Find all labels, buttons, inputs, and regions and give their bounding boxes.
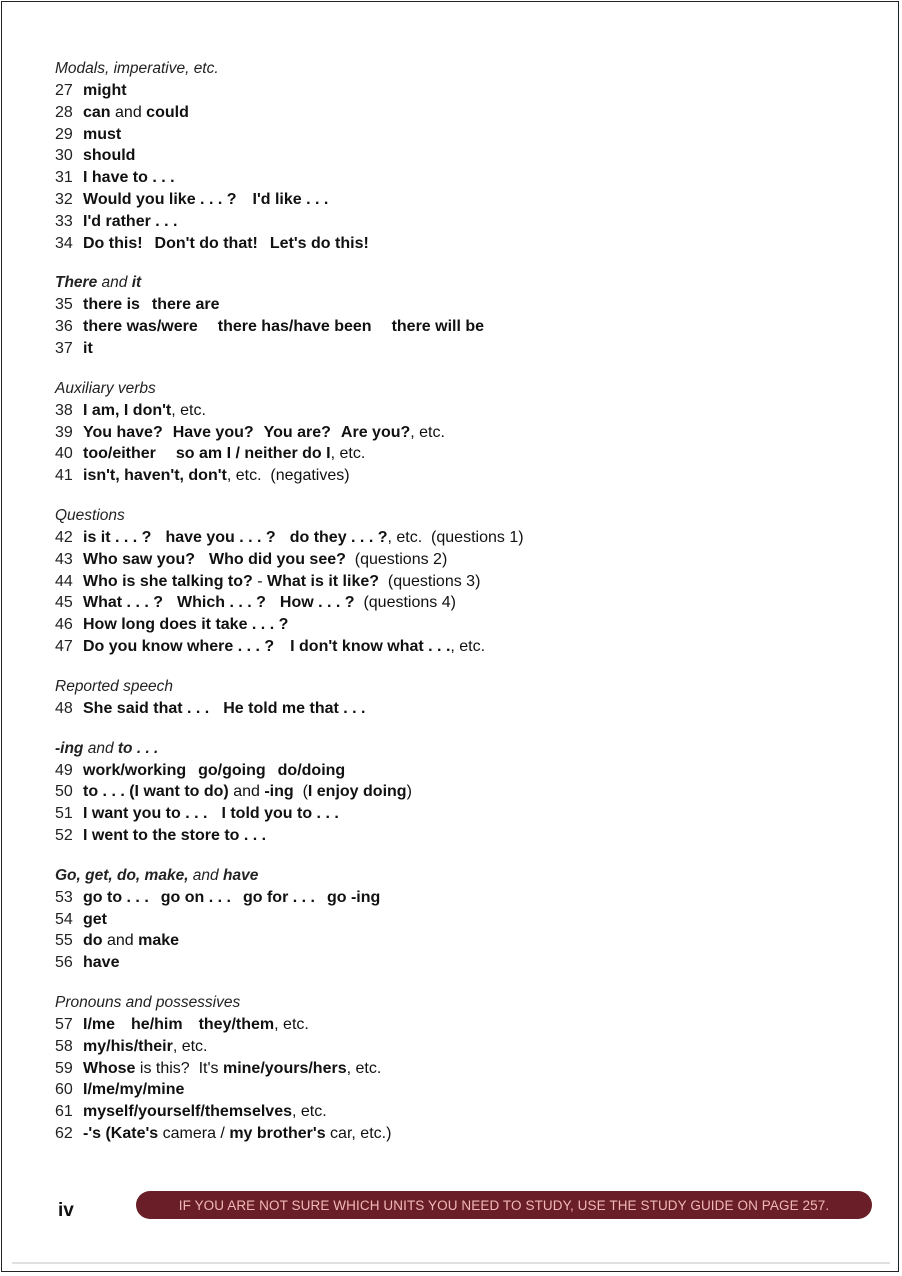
unit-keyword: Who did you see?	[209, 550, 346, 568]
unit-title	[83, 1079, 184, 1101]
unit-keyword: I went to the store to . . .	[83, 826, 267, 844]
unit-keyword: You are?	[263, 423, 331, 441]
unit-title	[83, 1058, 381, 1080]
section-heading	[55, 738, 855, 760]
unit-number: 27	[55, 82, 73, 99]
unit-title	[83, 781, 412, 803]
unit-keyword: go for . . .	[242, 888, 315, 906]
section-heading-part: Reported speech	[55, 677, 174, 695]
unit-keyword: Do you know where . . . ?	[83, 637, 275, 655]
unit-entry[interactable]	[55, 592, 855, 614]
unit-entry[interactable]	[55, 952, 855, 974]
unit-number: 50	[55, 783, 73, 801]
unit-number: 33	[55, 212, 73, 230]
unit-title	[83, 887, 380, 909]
unit-entry[interactable]	[55, 887, 855, 909]
unit-text: and	[228, 783, 265, 801]
unit-keyword: get	[83, 910, 107, 928]
section	[55, 992, 855, 1145]
section-heading	[55, 676, 855, 698]
unit-text: , etc.	[330, 445, 366, 463]
unit-keyword: She said that . . .	[83, 699, 210, 717]
unit-entry[interactable]	[55, 614, 855, 636]
unit-keyword: Who is she talking to?	[83, 572, 253, 590]
unit-title	[83, 909, 107, 931]
unit-text: )	[406, 783, 412, 801]
unit-keyword: -ing	[264, 783, 294, 801]
unit-number: 31	[55, 169, 73, 187]
unit-number: 41	[55, 467, 73, 485]
unit-keyword: isn't, haven't, don't	[83, 467, 227, 485]
unit-text: , etc.	[172, 1037, 208, 1055]
unit-keyword: myself/yourself/themselves	[83, 1103, 292, 1121]
unit-keyword: Who saw you?	[83, 550, 195, 568]
section-heading-part: Questions	[55, 506, 125, 524]
unit-title	[83, 211, 178, 233]
section-heading-part: and	[188, 866, 223, 884]
unit-keyword: there is	[83, 296, 140, 314]
section	[55, 378, 855, 487]
unit-text: (questions 2)	[345, 550, 448, 568]
unit-keyword: Are you?	[340, 423, 411, 441]
unit-number: 61	[55, 1103, 73, 1121]
unit-keyword: make	[138, 932, 180, 950]
unit-number: 44	[55, 572, 73, 590]
section-heading-part: There	[55, 274, 98, 292]
unit-number: 56	[55, 954, 73, 972]
unit-number: 39	[55, 423, 73, 441]
unit-keyword: there are	[151, 296, 220, 314]
unit-number: 37	[55, 339, 73, 357]
unit-keyword: might	[83, 82, 127, 99]
section-heading-part: Auxiliary verbs	[55, 379, 156, 397]
unit-entry[interactable]	[55, 1101, 855, 1123]
unit-entry[interactable]	[55, 698, 855, 720]
unit-keyword: Which . . . ?	[177, 594, 266, 612]
contents-list	[55, 58, 855, 1163]
unit-keyword: go/going	[198, 761, 266, 779]
unit-keyword: my brother's	[229, 1124, 326, 1142]
unit-text: , etc.	[450, 637, 486, 655]
unit-title	[83, 614, 288, 636]
unit-number: 58	[55, 1037, 73, 1055]
study-guide-banner	[136, 1191, 872, 1219]
unit-text: (	[293, 783, 308, 801]
unit-title	[83, 102, 189, 124]
unit-entry[interactable]	[55, 233, 855, 255]
unit-text: camera /	[158, 1124, 230, 1142]
unit-title	[83, 80, 127, 102]
bottom-rule	[12, 1262, 890, 1264]
unit-title	[83, 592, 456, 614]
section-heading-part: Modals, imperative, etc.	[55, 60, 219, 77]
unit-text: (questions 3)	[379, 572, 481, 590]
unit-entry[interactable]	[55, 527, 855, 549]
section-heading-part: Go, get, do, make,	[55, 866, 189, 884]
unit-title	[83, 527, 524, 549]
unit-keyword: there has/have been	[217, 318, 372, 336]
section-heading	[55, 378, 855, 400]
unit-title	[83, 803, 339, 825]
unit-entry[interactable]	[55, 930, 855, 952]
unit-number: 30	[55, 147, 73, 165]
unit-title	[83, 233, 369, 255]
unit-entry[interactable]	[55, 189, 855, 211]
unit-title	[83, 636, 485, 658]
unit-title	[83, 930, 179, 952]
unit-keyword: Let's do this!	[269, 234, 369, 252]
section	[55, 865, 855, 974]
unit-keyword: too/either	[83, 445, 156, 463]
unit-keyword: have	[83, 954, 120, 972]
unit-text: , etc.	[274, 1015, 309, 1033]
unit-text: , etc.	[410, 423, 445, 441]
section-heading	[55, 992, 855, 1014]
unit-keyword: must	[83, 125, 122, 143]
unit-title	[83, 760, 345, 782]
unit-entry[interactable]	[55, 781, 855, 803]
unit-title	[83, 698, 365, 720]
unit-number: 29	[55, 125, 73, 143]
section-heading-part: -ing	[55, 739, 84, 757]
unit-entry[interactable]	[55, 909, 855, 931]
unit-keyword: He told me that . . .	[223, 699, 366, 717]
unit-keyword: You have?	[83, 423, 163, 441]
unit-entry[interactable]	[55, 1123, 855, 1145]
unit-number: 46	[55, 616, 73, 634]
unit-title	[83, 1036, 208, 1058]
unit-number: 36	[55, 318, 73, 336]
unit-keyword: to . . . (I want to do)	[83, 783, 229, 801]
unit-entry[interactable]	[55, 422, 855, 444]
unit-entry[interactable]	[55, 443, 855, 465]
unit-keyword: I enjoy doing	[307, 783, 407, 801]
unit-number: 49	[55, 761, 73, 779]
unit-text: , etc.	[171, 401, 206, 419]
unit-text: and	[102, 932, 139, 950]
unit-keyword: work/working	[83, 761, 187, 779]
unit-entry[interactable]	[55, 803, 855, 825]
unit-number: 45	[55, 594, 73, 612]
unit-keyword: have you . . . ?	[165, 528, 276, 546]
unit-keyword: I'd rather . . .	[83, 212, 178, 230]
unit-entry[interactable]	[55, 102, 855, 124]
unit-keyword: Do this!	[83, 234, 143, 252]
unit-keyword: I have to . . .	[83, 169, 175, 187]
unit-keyword: is it . . . ?	[83, 528, 152, 546]
unit-entry[interactable]	[55, 465, 855, 487]
unit-keyword: do they . . . ?	[289, 528, 388, 546]
unit-number: 35	[55, 296, 73, 314]
section-heading	[55, 865, 855, 887]
unit-entry[interactable]	[55, 825, 855, 847]
unit-keyword: I'd like . . .	[252, 190, 329, 208]
section	[55, 738, 855, 847]
unit-text: , etc.	[346, 1059, 382, 1077]
section-heading-part: to . . .	[117, 739, 159, 757]
section-heading-part: Pronouns and possessives	[55, 993, 241, 1011]
unit-keyword: so am I / neither do I	[175, 445, 331, 463]
unit-keyword: I/me/my/mine	[83, 1081, 185, 1099]
unit-text: (questions 4)	[354, 594, 456, 612]
unit-title	[83, 294, 220, 316]
unit-title	[83, 316, 484, 338]
unit-keyword: go on . . .	[160, 888, 231, 906]
unit-entry[interactable]	[55, 760, 855, 782]
unit-keyword: my/his/their	[83, 1037, 173, 1055]
study-guide-banner-text: IF YOU ARE NOT SURE WHICH UNITS YOU NEED TO STUDY, USE THE STUDY GUIDE ON PAGE 257.	[178, 1197, 830, 1213]
unit-title	[83, 338, 93, 360]
unit-number: 48	[55, 699, 73, 717]
unit-number: 62	[55, 1124, 73, 1142]
unit-text: -	[252, 572, 267, 590]
section-heading-part: it	[131, 274, 142, 292]
unit-number: 51	[55, 805, 73, 823]
unit-entry[interactable]	[55, 338, 855, 360]
unit-title	[83, 1014, 309, 1036]
section-heading-part: and	[83, 739, 118, 757]
page-number: iv	[58, 1200, 74, 1221]
unit-entry[interactable]	[55, 1014, 855, 1036]
unit-title	[83, 549, 447, 571]
unit-entry[interactable]	[55, 571, 855, 593]
section	[55, 58, 855, 254]
unit-title	[83, 571, 480, 593]
section-heading	[55, 505, 855, 527]
unit-keyword: it	[83, 339, 93, 357]
section	[55, 505, 855, 658]
unit-keyword: Have you?	[172, 423, 254, 441]
unit-title	[83, 1123, 391, 1145]
section-heading	[55, 272, 855, 294]
unit-keyword: What is it like?	[267, 572, 380, 590]
unit-keyword: Whose	[83, 1059, 136, 1077]
unit-keyword: I don't know what . . .	[290, 637, 451, 655]
unit-keyword: Would you like . . . ?	[83, 190, 237, 208]
unit-title	[83, 825, 266, 847]
unit-entry[interactable]	[55, 80, 855, 102]
unit-title	[83, 189, 328, 211]
unit-entry[interactable]	[55, 124, 855, 146]
unit-entry[interactable]	[55, 400, 855, 422]
unit-text: and	[110, 103, 147, 121]
unit-text: , etc.	[292, 1103, 327, 1121]
unit-title	[83, 952, 119, 974]
unit-number: 32	[55, 190, 73, 208]
unit-keyword: What . . . ?	[83, 594, 163, 612]
unit-entry[interactable]	[55, 549, 855, 571]
unit-keyword: I told you to . . .	[221, 805, 339, 823]
unit-keyword: go to . . .	[83, 888, 149, 906]
unit-number: 52	[55, 826, 73, 844]
unit-keyword: can	[83, 103, 111, 121]
unit-text: , etc. (negatives)	[226, 467, 350, 485]
unit-entry[interactable]	[55, 636, 855, 658]
unit-number: 43	[55, 550, 73, 568]
unit-title	[83, 124, 121, 146]
unit-number: 53	[55, 888, 73, 906]
unit-entry[interactable]	[55, 1058, 855, 1080]
unit-keyword: do	[83, 932, 103, 950]
unit-number: 60	[55, 1081, 73, 1099]
unit-title	[83, 465, 350, 487]
unit-number: 47	[55, 637, 73, 655]
unit-keyword: mine/yours/hers	[222, 1059, 347, 1077]
unit-keyword: go -ing	[326, 888, 381, 906]
unit-keyword: How long does it take . . . ?	[83, 616, 289, 634]
unit-title	[83, 422, 445, 444]
unit-keyword: they/them	[198, 1015, 275, 1033]
section-heading	[55, 58, 855, 80]
unit-keyword: could	[146, 103, 189, 121]
unit-title	[83, 443, 365, 465]
unit-keyword: I want you to . . .	[83, 805, 208, 823]
unit-keyword: Don't do that!	[154, 234, 258, 252]
unit-keyword: there was/were	[83, 318, 198, 336]
unit-entry[interactable]	[55, 1036, 855, 1058]
section-heading-part: have	[222, 866, 259, 884]
unit-title	[83, 1101, 327, 1123]
section-heading-part: and	[97, 274, 132, 292]
unit-title	[83, 167, 175, 189]
unit-entry[interactable]	[55, 145, 855, 167]
unit-text: is this? It's	[135, 1059, 223, 1077]
unit-number: 59	[55, 1059, 73, 1077]
unit-keyword: do/doing	[277, 761, 346, 779]
unit-entry[interactable]	[55, 211, 855, 233]
unit-title	[83, 145, 135, 167]
unit-keyword: there will be	[391, 318, 485, 336]
unit-text: car, etc.)	[325, 1124, 392, 1142]
unit-number: 54	[55, 910, 73, 928]
unit-keyword: I am, I don't	[83, 401, 172, 419]
unit-keyword: -'s (Kate's	[83, 1124, 159, 1142]
unit-text: , etc. (questions 1)	[387, 528, 524, 546]
unit-keyword: I/me	[83, 1015, 116, 1033]
unit-keyword: should	[83, 147, 136, 165]
unit-entry[interactable]	[55, 316, 855, 338]
unit-number: 38	[55, 401, 73, 419]
unit-keyword: How . . . ?	[279, 594, 355, 612]
unit-number: 40	[55, 445, 73, 463]
unit-entry[interactable]	[55, 167, 855, 189]
unit-number: 28	[55, 103, 73, 121]
section	[55, 272, 855, 359]
unit-number: 34	[55, 234, 73, 252]
unit-entry[interactable]	[55, 294, 855, 316]
section	[55, 676, 855, 720]
unit-number: 42	[55, 528, 73, 546]
unit-keyword: he/him	[131, 1015, 183, 1033]
unit-title	[83, 400, 206, 422]
unit-number: 55	[55, 932, 73, 950]
unit-entry[interactable]	[55, 1079, 855, 1101]
unit-number: 57	[55, 1015, 73, 1033]
